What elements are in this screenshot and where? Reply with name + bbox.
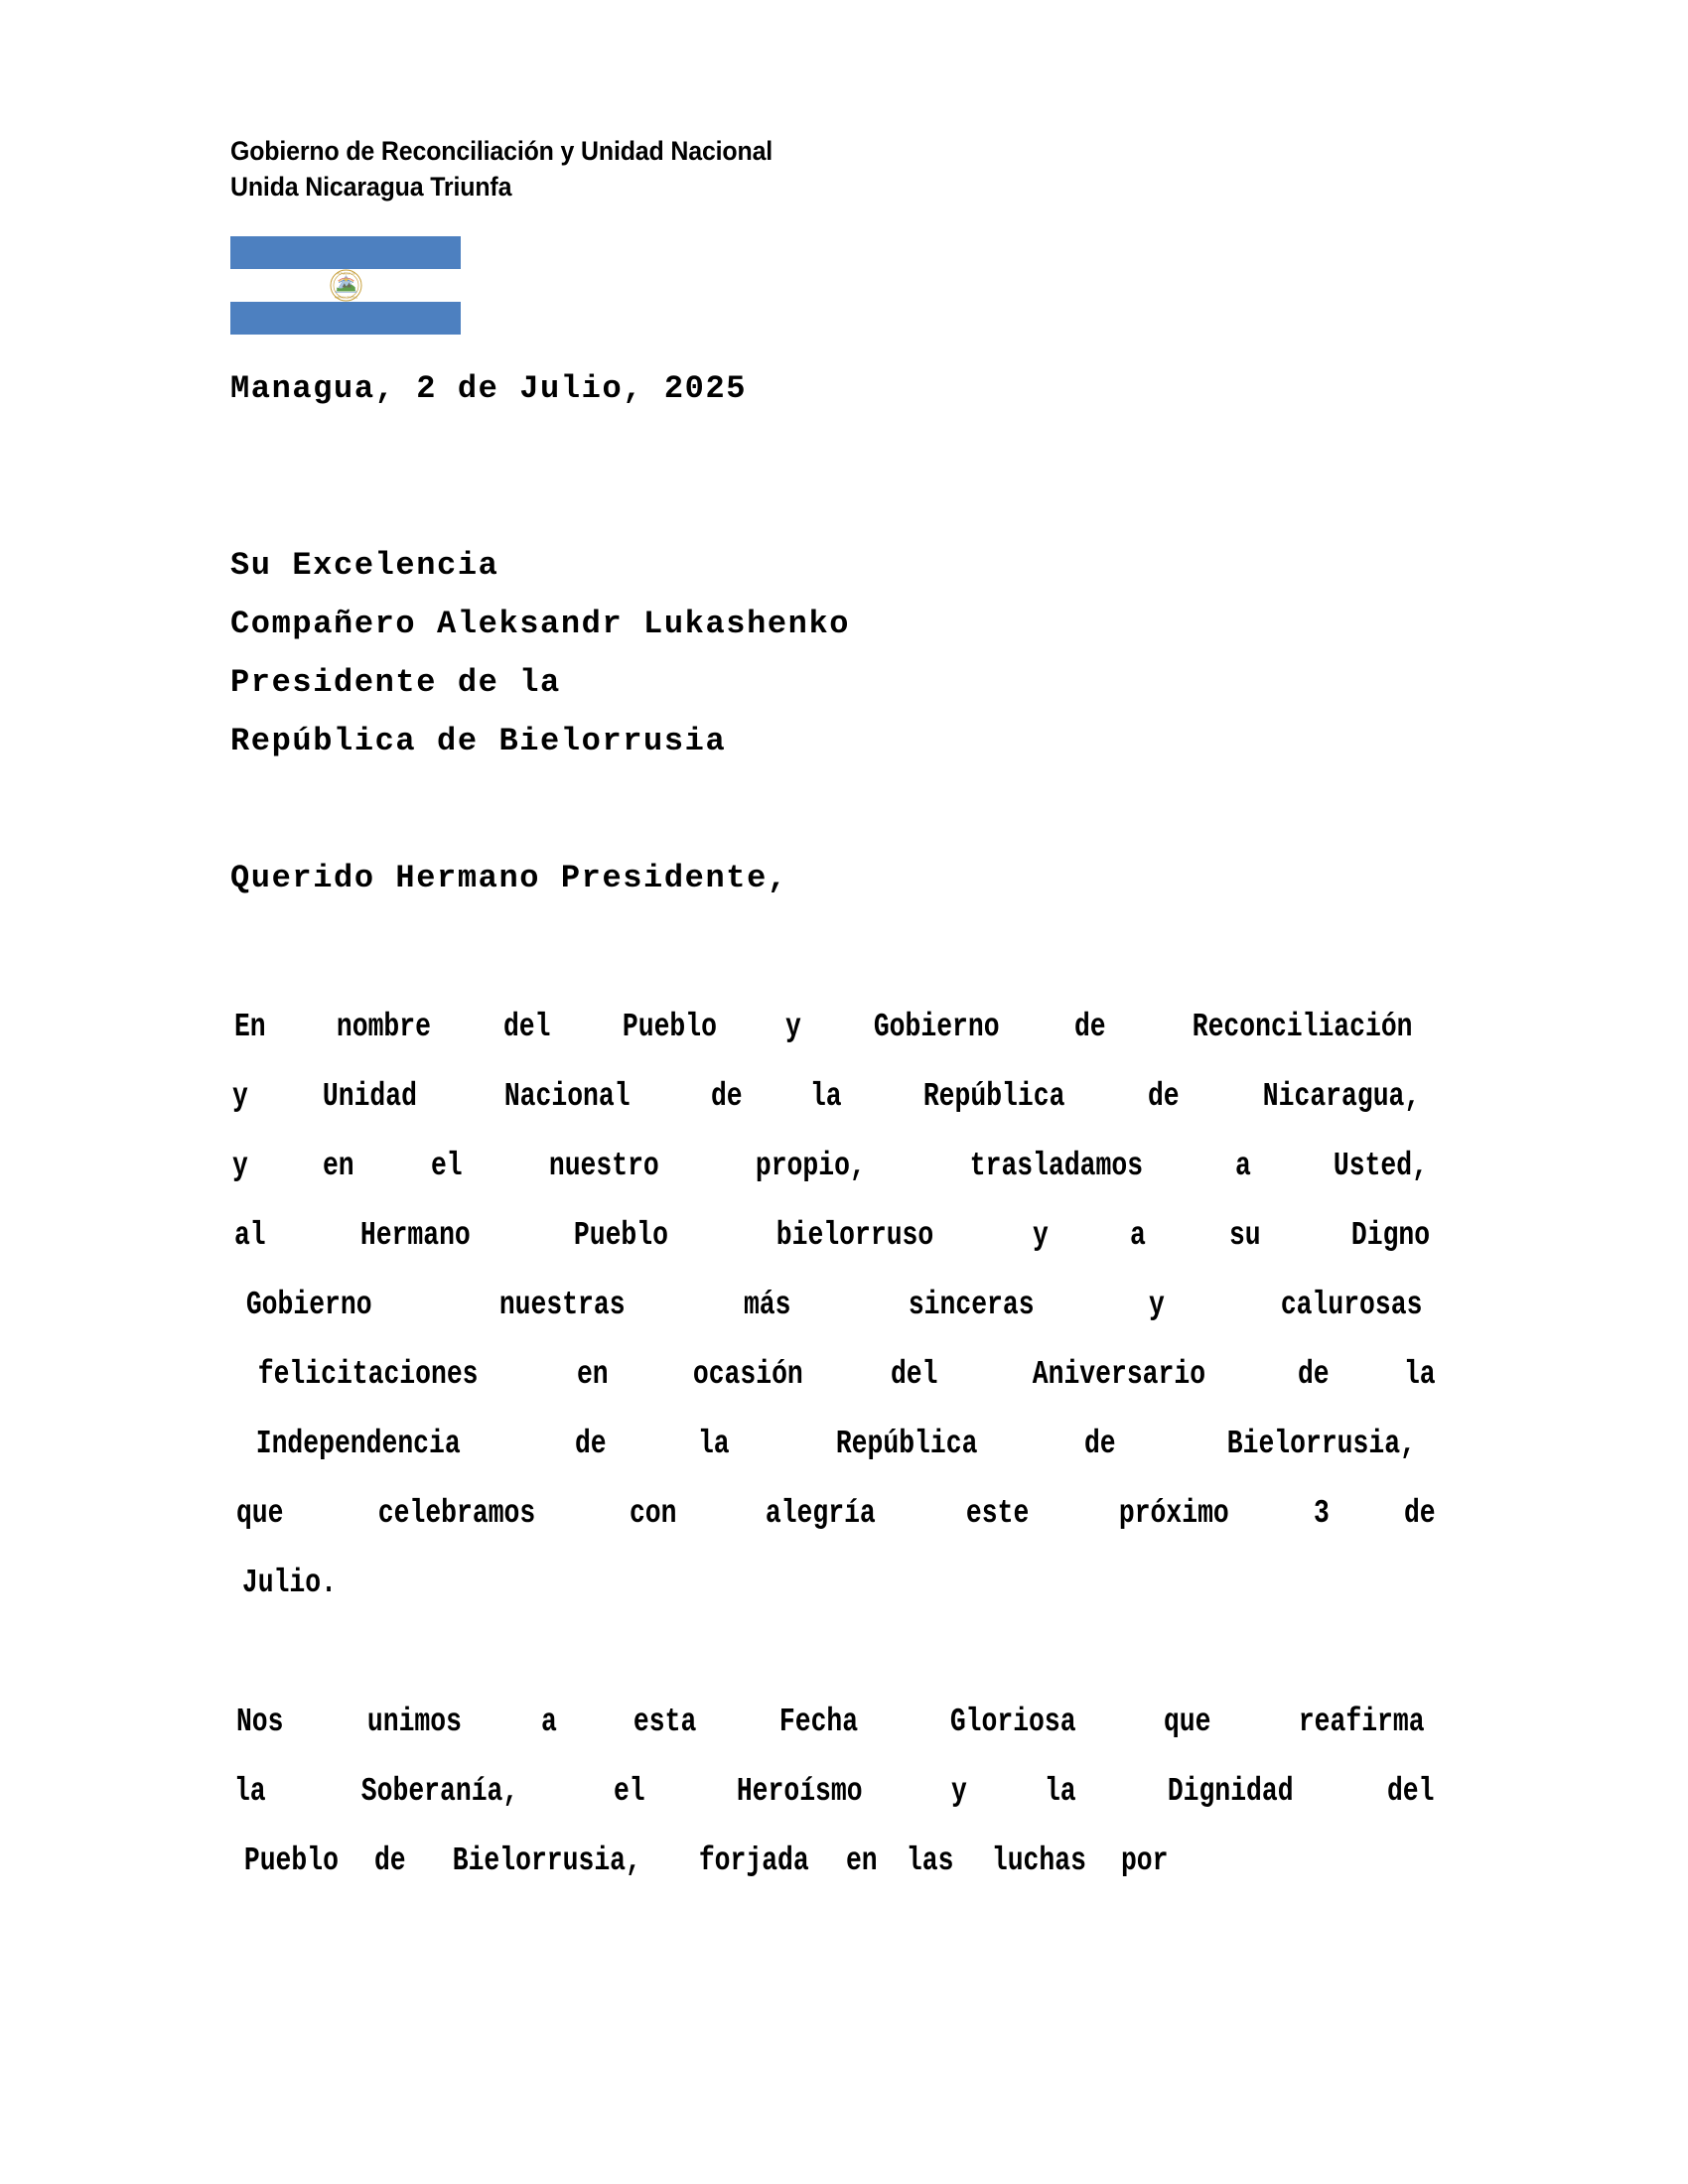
nicaragua-coat-of-arms-icon	[330, 269, 362, 302]
body-word: Julio.	[241, 1565, 337, 1601]
body-word: en	[323, 1148, 354, 1184]
body-line	[230, 1827, 1440, 1896]
body-word: Digno	[1350, 1217, 1431, 1254]
body-word: de	[1147, 1078, 1180, 1115]
addressee-line-1: Su Excelencia	[230, 547, 499, 584]
body-word: Pueblo	[623, 1009, 718, 1045]
body-word: Usted,	[1334, 1148, 1429, 1184]
body-word: propio,	[755, 1148, 866, 1184]
body-word: trasladamos	[969, 1148, 1143, 1184]
body-word: del	[1386, 1773, 1435, 1810]
body-word: la	[698, 1426, 731, 1462]
letterhead-line-2: Unida Nicaragua Triunfa	[230, 172, 512, 202]
body-word: Dignidad	[1167, 1773, 1294, 1810]
flag-graphic	[230, 236, 461, 335]
body-word: y	[1148, 1287, 1165, 1323]
body-word: con	[630, 1495, 677, 1532]
addressee-line-3: Presidente de la	[230, 664, 561, 701]
body-word: del	[890, 1356, 937, 1393]
body-word: Gloriosa	[949, 1704, 1076, 1740]
body-word: en	[576, 1356, 609, 1393]
body-word: este	[965, 1495, 1030, 1532]
body-word: calurosas	[1280, 1287, 1423, 1323]
body-word: de	[373, 1843, 422, 1879]
body-word: de	[1298, 1356, 1330, 1393]
body-word: su	[1228, 1217, 1261, 1254]
body-word: nuestro	[548, 1148, 659, 1184]
svg-text:REPUBLICA DE: REPUBLICA DE	[337, 272, 354, 276]
body-line	[230, 1479, 1440, 1549]
body-word: esta	[633, 1704, 696, 1740]
body-word: el	[613, 1773, 645, 1810]
body-word: reafirma	[1298, 1704, 1425, 1740]
nicaragua-flag	[230, 236, 461, 335]
body-word: a	[541, 1704, 558, 1740]
body-word: En	[233, 1009, 266, 1045]
body-word: más	[743, 1287, 791, 1323]
body-word: Pueblo	[243, 1843, 354, 1879]
body-word: y	[951, 1773, 968, 1810]
addressee-block	[230, 536, 1440, 770]
body-word: bielorruso	[776, 1217, 934, 1254]
body-word: Nicaragua,	[1262, 1078, 1421, 1115]
body-word: alegría	[765, 1495, 876, 1532]
body-line	[230, 1132, 1440, 1201]
body-word: próximo	[1119, 1495, 1230, 1532]
body-word: Fecha	[779, 1704, 859, 1740]
svg-text:AMERICA CENTRAL: AMERICA CENTRAL	[334, 296, 357, 300]
body-word: la	[1045, 1773, 1076, 1810]
body-word: de	[574, 1426, 607, 1462]
body-word: Hermano	[360, 1217, 472, 1254]
body-word: por	[1121, 1843, 1169, 1879]
body-line	[230, 1757, 1440, 1827]
body-word: la	[233, 1773, 266, 1810]
date-line: Managua, 2 de Julio, 2025	[230, 370, 748, 407]
body-word: que	[1163, 1704, 1211, 1740]
body-line	[230, 1549, 1440, 1618]
body-word: la	[809, 1078, 842, 1115]
body-line	[230, 1340, 1440, 1410]
body-word: al	[233, 1217, 266, 1254]
body-word: felicitaciones	[257, 1356, 479, 1393]
body-paragraph-1	[230, 993, 1440, 1618]
body-word: nuestras	[499, 1287, 627, 1323]
body-word: nombre	[336, 1009, 431, 1045]
body-word: de	[1073, 1009, 1106, 1045]
body-word: República	[923, 1078, 1065, 1115]
paragraph-gap	[230, 1618, 1440, 1688]
body-word: el	[431, 1148, 463, 1184]
body-word: Heroísmo	[736, 1773, 863, 1810]
body-word: ocasión	[693, 1356, 803, 1393]
addressee-line-2: Compañero Aleksandr Lukashenko	[230, 606, 851, 642]
body-word: Bielorrusia,	[1227, 1426, 1417, 1462]
body-line	[230, 1688, 1440, 1757]
body-line	[230, 1271, 1440, 1340]
body-word: y	[1033, 1217, 1050, 1254]
salutation-line: Querido Hermano Presidente,	[230, 860, 788, 896]
body-word: 3	[1314, 1495, 1331, 1532]
body-word: las	[907, 1843, 970, 1879]
body-word: a	[1129, 1217, 1146, 1254]
body-word: y	[231, 1078, 248, 1115]
body-word: de	[1404, 1495, 1437, 1532]
body-word: del	[502, 1009, 551, 1045]
body-word: y	[785, 1009, 802, 1045]
flag-band-bottom-blue	[230, 302, 461, 335]
body-line	[230, 1062, 1440, 1132]
body-word: Pueblo	[573, 1217, 668, 1254]
body-word: Unidad	[322, 1078, 417, 1115]
body-word: celebramos	[377, 1495, 535, 1532]
body-line	[230, 993, 1440, 1062]
body-word: Reconciliación	[1192, 1009, 1413, 1045]
body-word: luchas	[991, 1843, 1102, 1879]
body-word: Gobierno	[874, 1009, 1000, 1045]
body-word: la	[1404, 1356, 1437, 1393]
body-paragraph-2	[230, 1688, 1440, 1896]
body-word: Aniversario	[1032, 1356, 1205, 1393]
body-word: sinceras	[909, 1287, 1035, 1323]
body-word: Bielorrusia,	[452, 1843, 657, 1879]
letterhead	[230, 133, 1442, 205]
body-word: unimos	[366, 1704, 462, 1740]
body-word: Soberanía,	[360, 1773, 518, 1810]
flag-band-top-blue	[230, 236, 461, 269]
addressee-line-4: República de Bielorrusia	[230, 723, 727, 759]
letter-body	[230, 993, 1440, 1896]
body-word: que	[235, 1495, 284, 1532]
body-word: Nos	[235, 1704, 284, 1740]
body-word: y	[231, 1148, 248, 1184]
body-word: República	[835, 1426, 978, 1462]
body-line	[230, 1201, 1440, 1271]
body-word: a	[1234, 1148, 1251, 1184]
body-word: Gobierno	[245, 1287, 372, 1323]
letterhead-line-1: Gobierno de Reconciliación y Unidad Nacional	[230, 136, 774, 166]
body-word: en	[845, 1843, 894, 1879]
body-word: de	[710, 1078, 743, 1115]
body-line	[230, 1410, 1440, 1479]
body-word: forjada	[698, 1843, 825, 1879]
body-word: Nacional	[504, 1078, 631, 1115]
body-word: de	[1083, 1426, 1116, 1462]
body-word: Independencia	[255, 1426, 461, 1462]
